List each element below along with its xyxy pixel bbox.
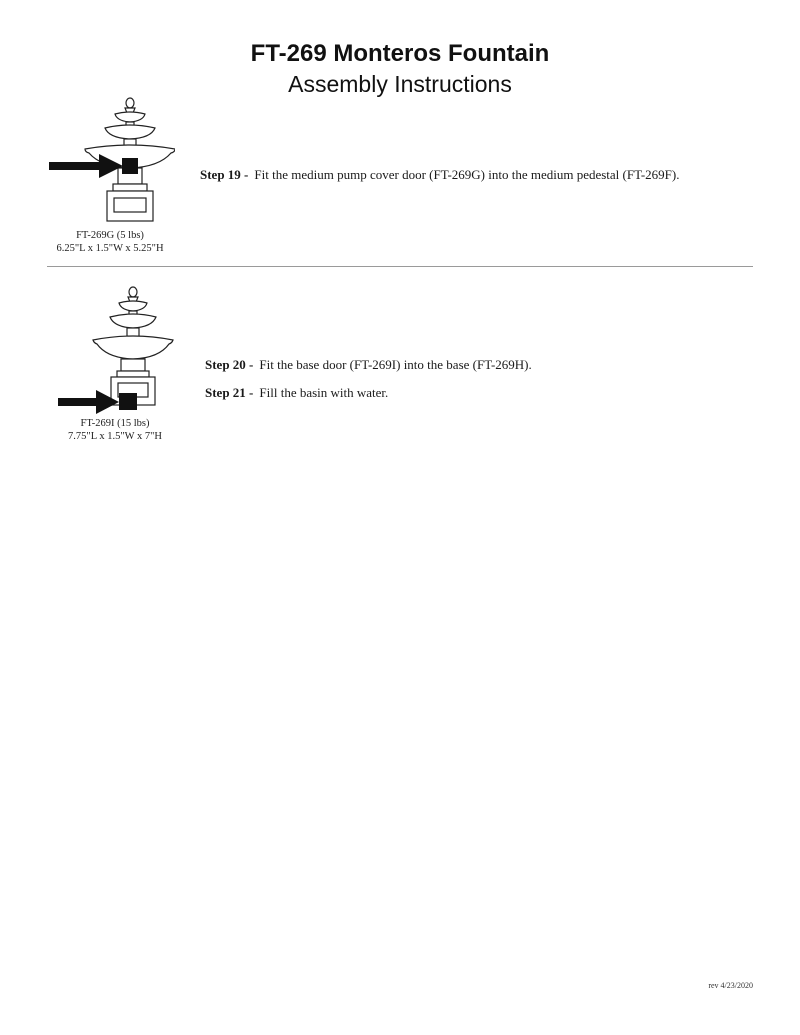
document-subtitle: Assembly Instructions (288, 71, 512, 97)
step-20 (205, 357, 532, 373)
section-divider (47, 266, 753, 267)
part-dimensions: 7.75"L x 1.5"W x 7"H (68, 431, 162, 442)
document-title: FT-269 Monteros Fountain (250, 40, 550, 67)
step-label: Step 19 - (200, 167, 249, 182)
step-19 (200, 167, 680, 183)
part-caption-ft-269g (30, 229, 190, 255)
step-21 (205, 385, 388, 401)
fountain-diagram-step-20 (55, 280, 175, 416)
revision-date: rev 4/23/2020 (708, 981, 753, 990)
part-name: FT-269I (15 lbs) (80, 418, 150, 429)
step-text: Fit the medium pump cover door (FT-269G) into the medium pedestal (FT-269F). (254, 167, 680, 182)
step-label: Step 20 - (205, 357, 254, 372)
part-name: FT-269G (5 lbs) (76, 230, 144, 241)
part-dimensions: 6.25"L x 1.5"W x 5.25"H (56, 243, 164, 254)
step-text: Fill the basin with water. (259, 385, 389, 400)
step-text: Fit the base door (FT-269I) into the base (FT-269H). (259, 357, 532, 372)
step-label: Step 21 - (205, 385, 254, 400)
fountain-diagram-step-19 (45, 92, 175, 228)
part-caption-ft-269i (35, 417, 195, 443)
